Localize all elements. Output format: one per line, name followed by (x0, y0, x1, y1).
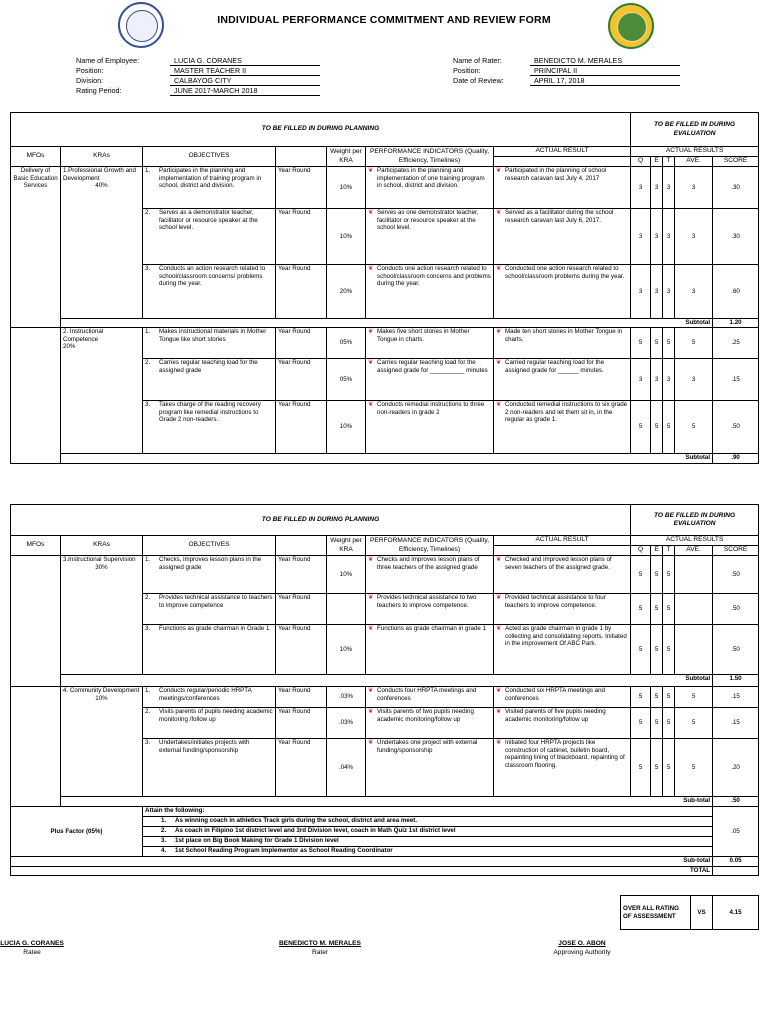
planning-header: TO BE FILLED IN DURING PLANNING (11, 505, 631, 536)
total-row: TOTAL (11, 867, 759, 876)
table-row: 2. Carries regular teaching load for the assigned grade Year Round 05% ❦ Carries regular teaching load for the assigned grade for __________ minutes ❦ Carried regular teaching load for the assigned grade for ______ minutes. 3 3 3 3 .15 (11, 359, 759, 401)
bullet-icon: ❦ (496, 556, 502, 563)
kra-label: 1.Professional Growth and Development 40% (61, 167, 143, 319)
rating-period: JUNE 2017-MARCH 2018 (170, 86, 320, 96)
plus-factor-row: Plus Factor (05%) Attain the following: .05 (11, 807, 759, 817)
rater-position: PRINCIPAL II (530, 66, 680, 76)
bullet-icon: ❦ (368, 401, 374, 408)
review-date: APRIL 17, 2018 (530, 76, 680, 86)
rater-name: BENEDICTO M. MERALES (530, 56, 680, 66)
table-row: 4. Community Development 10% 1. Conducts regular/periodic HRPTA meetings/conferences Year Round .03% ❦ Conducts four HRPTA meetings and conferences ❦ Conducted six HRPTA meetings and conferences 5 5 5 5 .15 (11, 687, 759, 708)
planning-header: TO BE FILLED IN DURING PLANNING (11, 113, 631, 147)
table-row: 2. Visits parents of pupils needing academic monitoring /follow up Year Round .03% ❦ Visits parents of two pupils needing academic monitoring/follow up ❦ Visited parents of five pupils needing academic monitoring/follow up 5 5 5 5 .15 (11, 708, 759, 739)
table-row: 3. Functions as grade chairman in Grade 1 Year Round 10% ❦ Functions as grade chairman in grade 1 ❦ Acted as grade chairman in grade 1 by collecting and consolidating reports. Initiated in the improvement Of ABC Park. 5 5 5 .50 (11, 625, 759, 675)
rater-signature: BENEDICTO M. MERALES Rater (279, 940, 361, 956)
bullet-icon: ❦ (368, 594, 374, 601)
overall-rating-score: 4.15 (713, 896, 759, 930)
bullet-icon: ❦ (496, 265, 502, 272)
evaluation-header: TO BE FILLED IN DURING EVALUATION (631, 113, 759, 147)
bullet-icon: ❦ (368, 328, 374, 335)
employee-info: Name of Employee: LUCIA G. CORANES Position: MASTER TEACHER II Division: CALBAYOG CITY Rating Period: JUNE 2017-MARCH 2018 (76, 56, 320, 96)
bullet-icon: ❦ (368, 739, 374, 746)
table-row: 3. Undertakes/initiates projects with external funding/sponsorship Year Round .04% ❦ Undertakes one project with external funding/sponsorship ❦ Initiated four HRPTA projects like construction of cabinet, bulletin board, repainting lining of blackboard, repainting of classroom flooring. 5 5 5 5 .20 (11, 739, 759, 797)
table-row: 2. Provides technical assistance to teachers to improve competence Year Round ❦ Provides technical assistance to two teachers to improve competence. ❦ Provided technical assistance to four teachers to improve competence. 5 5 5 .50 (11, 594, 759, 625)
table-row: 3.Instructional Supervision 30% 1. Checks, improves lesson plans in the assigned grade Year Round 10% ❦ Checks and improves lesson plans of three teachers of the assigned grade ❦ Checked and improved lesson plans of seven teachers of the assigned grade. 5 5 5 .50 (11, 556, 759, 594)
subtotal-row: Subtotal 1.50 (11, 675, 759, 687)
bullet-icon: ❦ (368, 359, 374, 366)
kra-label: 4. Community Development 10% (61, 687, 143, 797)
bullet-icon: ❦ (368, 687, 374, 694)
bullet-icon: ❦ (496, 625, 502, 632)
bullet-icon: ❦ (368, 708, 374, 715)
bullet-icon: ❦ (368, 209, 374, 216)
table-row: 2. Serves as a demonstrator teacher, facilitator or resource speaker at the school level. Year Round 10% ❦ Serves as one demonstrator teacher, facilitator or resource speaker at the school level. ❦ Served as a facilitator during the school research caravan last July 6, 2017. 3 3 3 3 .30 (11, 209, 759, 265)
mfo-label: Delivery of Basic Education Services (11, 167, 61, 328)
employee-division: CALBAYOG CITY (170, 76, 320, 86)
bullet-icon: ❦ (368, 167, 374, 174)
overall-rating-adjective: VS (691, 896, 713, 930)
table-row: 3. Takes charge of the reading recovery program like remedial instructions to Grade 2 non-readers. Year Round 10% ❦ Conducts remedial instructions to three non-readers in grade 2 ❦ Conducted remedial instructions to six grade 2 non-readers and let them sit in, in the regular as grade 1. 5 5 5 5 .50 (11, 401, 759, 454)
division-seal-logo (608, 3, 654, 49)
table-row: Delivery of Basic Education Services 1.Professional Growth and Development 40% 1. Participates in the planning and implementation of training program in school, district and division. Year Round 10% ❦ Participates in the planning and implementation of one training program in school, district and division. ❦ Participated in the planning of school research caravan last July 4, 2017 3 3 3 3 .30 (11, 167, 759, 209)
employee-position: MASTER TEACHER II (170, 66, 320, 76)
bullet-icon: ❦ (496, 687, 502, 694)
subtotal-row: Subtotal 1.20 (11, 319, 759, 328)
approving-authority-signature: JOSE O. ABON Approving Authority (553, 940, 611, 956)
bullet-icon: ❦ (496, 708, 502, 715)
subtotal-row: Sub-total .50 (11, 797, 759, 807)
kra-label: 2. Instructional Competence 20% (61, 328, 143, 454)
bullet-icon: ❦ (496, 401, 502, 408)
employee-name: LUCIA G. CORANES (170, 56, 320, 66)
ratee-signature: LUCIA G. CORANES Ratee (0, 940, 64, 956)
bullet-icon: ❦ (496, 167, 502, 174)
plus-factor-score: .05 (713, 807, 759, 857)
bullet-icon: ❦ (496, 359, 502, 366)
bullet-icon: ❦ (496, 209, 502, 216)
rater-info: Name of Rater: BENEDICTO M. MERALES Position: PRINCIPAL II Date of Review: APRIL 17, 2018 (453, 56, 680, 86)
kra-label: 3.Instructional Supervision 30% (61, 556, 143, 675)
bullet-icon: ❦ (496, 328, 502, 335)
ipcr-table-page1: TO BE FILLED IN DURING PLANNING TO BE FILLED IN DURING EVALUATION MFOs KRAs OBJECTIVES Weight per KRA PERFORMANCE INDICATORS (Quality, Efficiency, Timelines) ACTUAL RESULT ACTUAL RESULTS Q E T AVE. SCORE Delivery of Basic Education Services 1.Professional Growth and Development 40% 1. Participates in the planning and implementation of training program in school, district and division. Year Round 10% ❦ Participates in the planning and implementation of one training program in school, district and division. ❦ Participated in the planning of school research caravan last July 4, 2017 3 3 3 3 .30 2. Serves as a demonstrator teacher, facilitator or resource speaker at the school level. Year Round 10% ❦ Serves as one demonstrator teacher, facilitator or resource speaker at the school level. ❦ Served as a facilitator during the school research caravan last July 6, 2017. 3 3 3 3 .30 3. Conducts an action research related to school/classroom concerns/ problems during the year. Year Round 20% ❦ Conducts one action research related to school/classroom concerns and problems during the year. ❦ Conducted one action research related to school/classroom problems during the year. 3 3 3 3 .60 Subtotal 1.20 2. Instructional Competence 20% 1. Makes instructional materials in Mother Tongue like short stories Year Round 05% ❦ Makes five short stories in Mother Tongue in charts. ❦ Made ten short stories in Mother Tongue in charts. 5 5 5 5 .25 2. Carries regular teaching load for the assigned grade Year Round 05% ❦ Carries regular teaching load for the assigned grade for __________ minutes ❦ Carried regular teaching load for the assigned grade for ______ minutes. 3 3 3 3 .15 3. Takes charge of the reading recovery program like remedial instructions to Grade 2 non-readers. Year Round 10% ❦ Conducts remedial instructions to three non-readers in grade 2 ❦ Conducted remedial instructions to six grade 2 non-readers and let them sit in, in the regular as grade 1. 5 5 5 5 .50 Subtotal .90 (10, 112, 759, 464)
subtotal-row: Sub-total 0.05 (11, 857, 759, 867)
overall-rating-box (620, 895, 759, 930)
bullet-icon: ❦ (496, 594, 502, 601)
bullet-icon: ❦ (496, 739, 502, 746)
table-row: 3. Conducts an action research related to school/classroom concerns/ problems during the year. Year Round 20% ❦ Conducts one action research related to school/classroom concerns and problems during the year. ❦ Conducted one action research related to school/classroom problems during the year. 3 3 3 3 .60 (11, 265, 759, 319)
overall-rating-label: OVER ALL RATING OF ASSESSMENT (621, 896, 691, 930)
evaluation-header: TO BE FILLED IN DURING EVALUATION (631, 505, 759, 536)
subtotal-row: Subtotal .90 (11, 454, 759, 464)
ipcr-table-page2: TO BE FILLED IN DURING PLANNING TO BE FILLED IN DURING EVALUATION MFOs KRAs OBJECTIVES Weight per KRA PERFORMANCE INDICATORS (Quality, Efficiency, Timelines) ACTUAL RESULT ACTUAL RESULTS Q E T AVE. SCORE 3.Instructional Supervision 30% 1. Checks, improves lesson plans in the assigned grade Year Round 10% ❦ Checks and improves lesson plans of three teachers of the assigned grade ❦ Checked and improved lesson plans of seven teachers of the assigned grade. 5 5 5 .50 2. Provides technical assistance to teachers to improve competence Year Round ❦ Provides technical assistance to two teachers to improve competence. ❦ Provided technical assistance to four teachers to improve competence. 5 5 5 .50 3. Functions as grade chairman in Grade 1 Year Round 10% ❦ Functions as grade chairman in grade 1 ❦ Acted as grade chairman in grade 1 by collecting and consolidating reports. Initiated in the improvement Of ABC Park. 5 5 5 .50 Subtotal 1.50 4. Community Development 10% 1. Conducts regular/periodic HRPTA meetings/conferences Year Round .03% ❦ Conducts four HRPTA meetings and conferences ❦ Conducted six HRPTA meetings and conferences 5 5 5 5 .15 2. Visits parents of pupils needing academic monitoring /follow up Year Round .03% ❦ Visits parents of two pupils needing academic monitoring/follow up ❦ Visited parents of five pupils needing academic monitoring/follow up 5 5 5 5 .15 3. Undertakes/initiates projects with external funding/sponsorship Year Round .04% ❦ Undertakes one project with external funding/sponsorship ❦ Initiated four HRPTA projects like construction of cabinet, bulletin board, repainting lining of blackboard, repainting of classroom flooring. 5 5 5 5 .20 Sub-total .50 Plus Factor (05%) Attain the following: .05 1. As winning coach in athletics Track girls during the school, district and area meet. 2. As coach in Filipino 1st district level and 3rd Division level, coach in Math Quiz 1st district level 3. 1st place on Big Book Making for Grade 1 Division level 4. 1st School Reading Program Implementor as School Reading Coordinator Sub-total 0.05 TOTAL (10, 504, 759, 876)
plus-factor-label: Plus Factor (05%) (11, 807, 143, 857)
bullet-icon: ❦ (368, 625, 374, 632)
form-title: INDIVIDUAL PERFORMANCE COMMITMENT AND REVIEW FORM (217, 14, 551, 26)
bullet-icon: ❦ (368, 556, 374, 563)
bullet-icon: ❦ (368, 265, 374, 272)
table-row: 2. Instructional Competence 20% 1. Makes instructional materials in Mother Tongue like short stories Year Round 05% ❦ Makes five short stories in Mother Tongue in charts. ❦ Made ten short stories in Mother Tongue in charts. 5 5 5 5 .25 (11, 328, 759, 359)
